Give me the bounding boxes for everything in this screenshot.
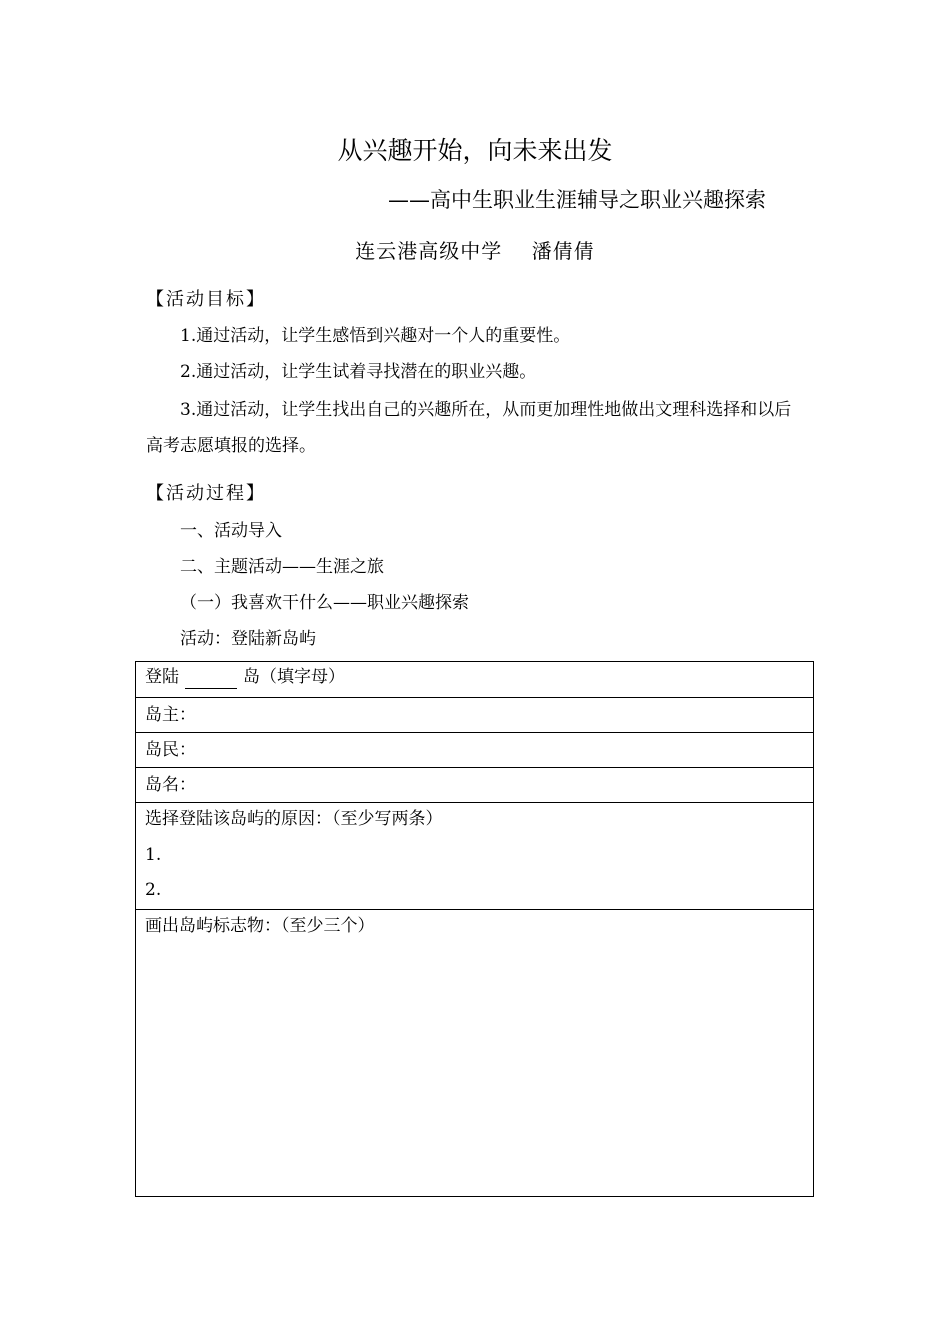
- form-row-owner: [136, 698, 813, 733]
- process-heading: 【活动过程】: [146, 483, 266, 504]
- process-item-2: 二、主题活动——生涯之旅: [180, 557, 384, 577]
- owner-label: 岛主：: [145, 705, 196, 725]
- author-line: 连云港高级中学 潘倩倩: [355, 239, 595, 263]
- island-form-table: [135, 661, 814, 1197]
- land-suffix-label: 岛（填字母）: [243, 667, 345, 687]
- landmarks-label: 画出岛屿标志物：（至少三个）: [145, 916, 375, 936]
- process-item-3: （一）我喜欢干什么——职业兴趣探索: [180, 593, 469, 613]
- reasons-label: 选择登陆该岛屿的原因：（至少写两条）: [145, 809, 443, 829]
- goals-heading: 【活动目标】: [146, 289, 266, 310]
- form-row-landmarks: [136, 910, 813, 1196]
- residents-label: 岛民：: [145, 740, 196, 760]
- island-name-label: 岛名：: [145, 775, 196, 795]
- goal-item-3: 3.通过活动，让学生找出自己的兴趣所在，从而更加理性地做出文理科选择和以后高考志愿填报的选择。: [146, 400, 792, 456]
- form-row-name: [136, 768, 813, 803]
- island-letter-blank[interactable]: [185, 668, 237, 689]
- process-item-4: 活动：登陆新岛屿: [180, 629, 316, 649]
- process-item-1: 一、活动导入: [180, 521, 282, 541]
- document-title: 从兴趣开始，向未来出发: [337, 136, 613, 165]
- land-prefix-label: 登陆: [145, 667, 179, 687]
- goal-item-1: 1.通过活动，让学生感悟到兴趣对一个人的重要性。: [180, 326, 571, 346]
- form-row-residents: [136, 733, 813, 768]
- document-subtitle: ——高中生职业生涯辅导之职业兴趣探索: [388, 188, 766, 212]
- reason-2-label: 2.: [145, 880, 162, 900]
- reason-1-label: 1.: [145, 845, 162, 865]
- form-row-land: [136, 662, 813, 698]
- goal-item-2: 2.通过活动，让学生试着寻找潜在的职业兴趣。: [180, 362, 537, 382]
- form-row-reasons: [136, 803, 813, 910]
